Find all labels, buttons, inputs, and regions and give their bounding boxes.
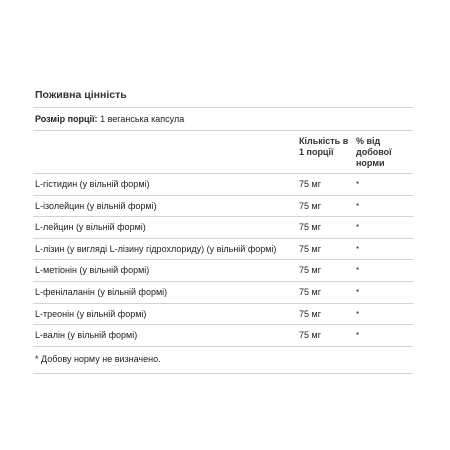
nutrient-daily-value: *: [356, 266, 360, 276]
nutrient-name: L-фенілаланін (у вільній формі): [35, 286, 168, 297]
table-row: [33, 325, 413, 347]
nutrient-amount: 75 мг: [299, 330, 321, 341]
table-row: [33, 282, 413, 304]
nutrient-daily-value: *: [356, 180, 360, 189]
nutrient-amount: 75 мг: [299, 200, 321, 211]
nutrient-amount: 75 мг: [299, 179, 321, 189]
serving-size-value: 1 веганська капсула: [100, 114, 185, 124]
daily-value-footnote: * Добову норму не визначено.: [33, 347, 413, 374]
table-row: [33, 304, 413, 326]
nutrient-amount: 75 мг: [299, 265, 321, 276]
nutrient-daily-value: *: [356, 244, 360, 254]
table-header-row: [33, 131, 413, 174]
header-amount: Кількість в 1 порції: [299, 136, 349, 157]
serving-size: [33, 108, 413, 131]
nutrient-amount: 75 мг: [299, 308, 321, 319]
nutrient-daily-value: *: [356, 201, 360, 211]
table-row: [33, 217, 413, 239]
header-name-cell: [33, 131, 297, 173]
supplement-facts-table: [33, 84, 413, 374]
nutrient-name: L-ізолейцин (у вільній формі): [35, 200, 157, 211]
nutrient-daily-value: *: [356, 223, 360, 233]
header-daily-value: % від добової норми: [356, 136, 392, 168]
serving-size-label: Розмір порції:: [35, 114, 98, 124]
table-row: [33, 260, 413, 282]
nutrient-name: L-лейцин (у вільній формі): [35, 222, 146, 233]
nutrient-amount: 75 мг: [299, 243, 321, 254]
nutrient-amount: 75 мг: [299, 222, 321, 233]
table-row: [33, 239, 413, 261]
nutrient-daily-value: *: [356, 309, 360, 319]
nutrient-daily-value: *: [356, 287, 360, 297]
nutrient-daily-value: *: [356, 331, 360, 341]
nutrient-name: L-валін (у вільній формі): [35, 330, 138, 341]
nutrient-name: L-лізин (у вигляді L-лізину гідрохлориду) (у вільній формі): [35, 243, 277, 254]
nutrient-name: L-гістидин (у вільній формі): [35, 179, 150, 189]
nutrient-name: L-метіонін (у вільній формі): [35, 265, 150, 276]
facts-title: Поживна цінність: [33, 84, 413, 108]
table-row: [33, 196, 413, 218]
nutrient-amount: 75 мг: [299, 286, 321, 297]
table-row: [33, 174, 413, 196]
nutrient-name: L-треонін (у вільній формі): [35, 308, 147, 319]
